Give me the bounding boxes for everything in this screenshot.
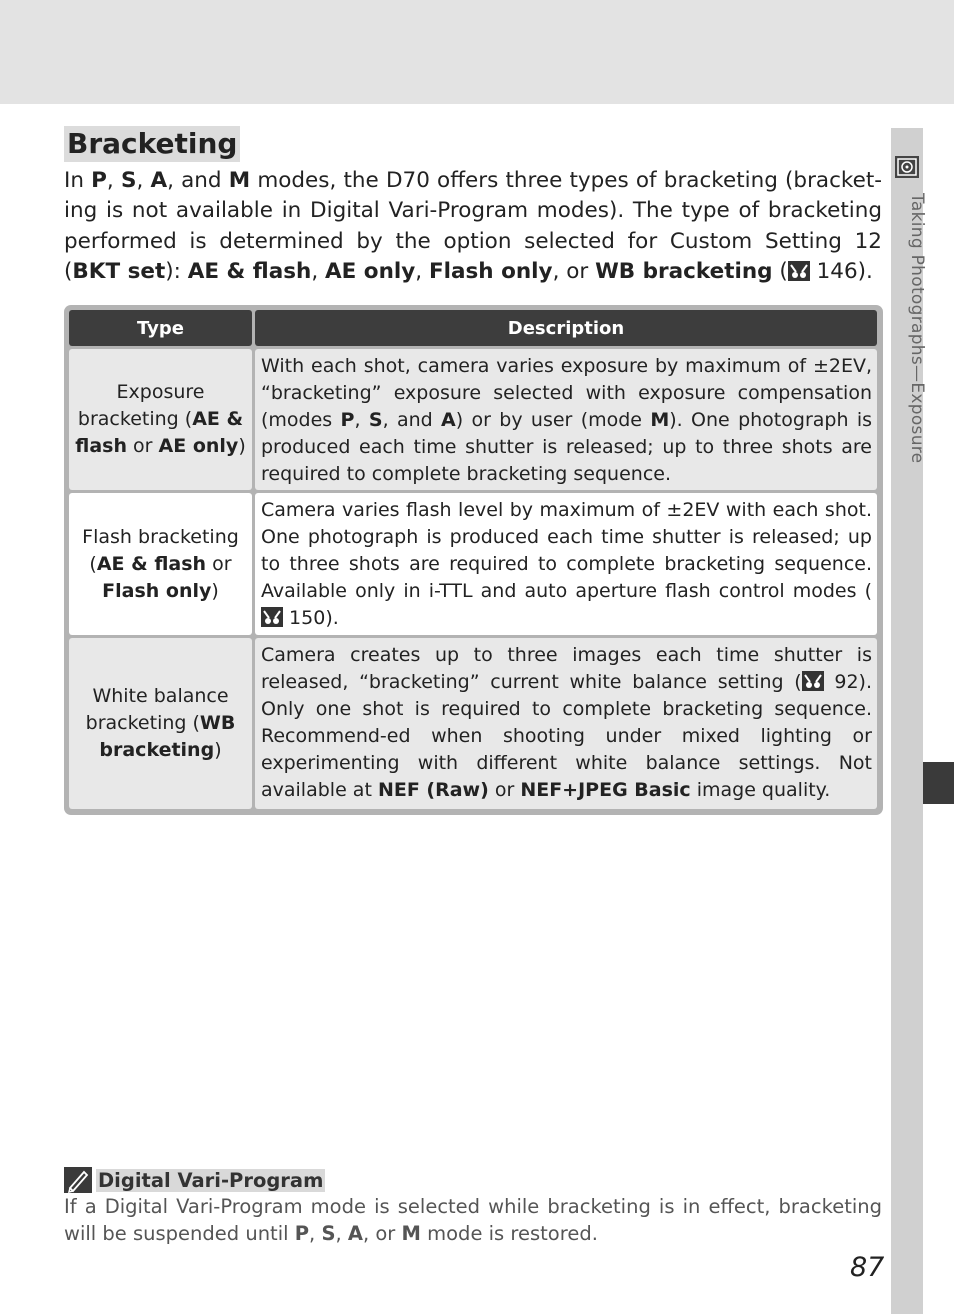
top-band	[0, 0, 954, 104]
chapter-label: Taking Photographs—Exposure	[907, 193, 927, 464]
intro-paragraph: In P, S, A, and M modes, the D70 offers three types of bracketing (bracket-ing is not available in Digital Vari-Program modes). The type of bracketing performed is determined by the option selected for Custom Setting 12 (BKT set): AE & flash, AE only, Flash only, or WB bracketing ( 146).	[64, 168, 883, 284]
note-body: If a Digital Vari-Program mode is selected while bracketing is in effect, bracketing will be suspended until P, S, A, or M mode is restored.	[64, 1195, 882, 1245]
eye-reference-icon	[261, 607, 283, 627]
eye-reference-icon	[802, 671, 824, 691]
chapter-thumb-tab	[923, 762, 954, 804]
row-3-type: White balance bracketing (WB bracketing)	[69, 638, 252, 809]
column-header-type: Type	[69, 310, 252, 346]
row-3-description: Camera creates up to three images each time shutter is released, “bracketing” current white balance setting ( 92). Only one shot is required to complete bracketing sequence. Recommend-ed when shooting under mixed lighting or experimenting with different white balance settings. Not available at NEF (Raw) or NEF+JPEG Basic image quality.	[255, 638, 877, 809]
row-2-type: Flash bracketing (AE & flash or Flash only)	[69, 493, 252, 635]
column-header-description: Description	[255, 310, 877, 346]
bracketing-table	[64, 305, 883, 815]
row-1-description: With each shot, camera varies exposure by maximum of ±2EV, “bracketing” exposure selected with exposure compensation (modes P, S, and A) or by user (mode M). One photograph is produced each time shutter is released; up to three shots are required to complete bracketing sequence.	[255, 349, 877, 490]
row-1-type: Exposure bracketing (AE & flash or AE only)	[69, 349, 252, 490]
page-number: 87	[850, 1252, 885, 1283]
page-title: Bracketing	[64, 126, 240, 162]
row-2-description: Camera varies flash level by maximum of ±2EV with each shot. One photograph is produced each time shutter is released; up to three shots are required to complete bracketing sequence. Available only in i-TTL and auto aperture flash control modes ( 150).	[255, 493, 877, 635]
note-title: Digital Vari-Program	[98, 1168, 324, 1192]
eye-reference-icon	[788, 261, 810, 281]
pencil-icon	[64, 1167, 92, 1193]
note-heading	[64, 1167, 325, 1193]
camera-exposure-icon	[895, 156, 919, 178]
